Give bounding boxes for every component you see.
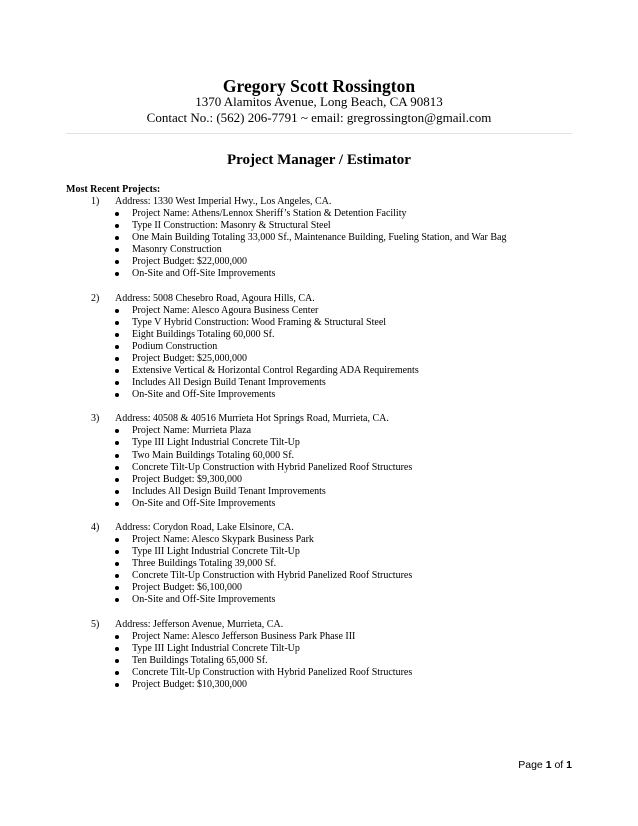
project-detail-item xyxy=(66,558,586,570)
role-title: Project Manager / Estimator xyxy=(227,152,411,168)
project-item xyxy=(66,522,586,607)
bullet-icon xyxy=(115,224,119,228)
bullet-icon xyxy=(115,538,119,542)
bullet-icon xyxy=(115,562,119,566)
project-detail-item xyxy=(66,208,586,220)
project-detail-item xyxy=(66,486,586,498)
project-detail-text: Type V Hybrid Construction: Wood Framing & Structural Steel xyxy=(132,316,387,328)
project-number: 5) xyxy=(91,618,100,630)
project-detail-item xyxy=(66,474,586,486)
bullet-icon xyxy=(115,550,119,554)
project-detail-item xyxy=(66,317,586,329)
project-address xyxy=(66,196,586,208)
bullet-icon xyxy=(115,345,119,349)
project-address xyxy=(66,413,586,425)
project-detail-text: Concrete Tilt-Up Construction with Hybrid Panelized Roof Structures xyxy=(132,461,413,473)
bullet-icon xyxy=(115,683,119,687)
bullet-icon xyxy=(115,598,119,602)
project-number: 2) xyxy=(91,292,100,304)
bullet-icon xyxy=(115,466,119,470)
project-detail-text: Project Budget: $9,300,000 xyxy=(132,473,242,485)
project-detail-item xyxy=(66,450,586,462)
project-address xyxy=(66,293,586,305)
project-detail-text: Type III Light Industrial Concrete Tilt-Up xyxy=(132,642,300,654)
page-current: 1 xyxy=(545,759,552,771)
project-detail-item xyxy=(66,329,586,341)
project-number: 1) xyxy=(91,196,100,207)
bullet-icon xyxy=(115,441,119,445)
bullet-icon xyxy=(115,212,119,216)
project-detail-item xyxy=(66,643,586,655)
bullet-icon xyxy=(115,369,119,373)
project-detail-text: Eight Buildings Totaling 60,000 Sf. xyxy=(132,328,275,340)
project-item xyxy=(66,413,586,510)
project-details-list xyxy=(66,305,586,402)
project-detail-item xyxy=(66,232,586,244)
bullet-icon xyxy=(115,260,119,264)
bullet-icon xyxy=(115,381,119,385)
project-detail-item xyxy=(66,546,586,558)
project-number: 3) xyxy=(91,413,100,425)
project-detail-item xyxy=(66,534,586,546)
project-detail-text: Project Name: Alesco Jefferson Business Park Phase III xyxy=(132,630,356,642)
project-detail-text: One Main Building Totaling 33,000 Sf., Maintenance Building, Fueling Station, and War Bag xyxy=(132,232,507,244)
bullet-icon xyxy=(115,393,119,397)
project-detail-item xyxy=(66,268,586,280)
project-address-text: Address: 1330 West Imperial Hwy., Los Angeles, CA. xyxy=(115,196,332,207)
project-address-text: Address: Jefferson Avenue, Murrieta, CA. xyxy=(115,618,284,630)
header-divider xyxy=(66,133,572,134)
project-detail-item xyxy=(66,679,586,691)
project-detail-item xyxy=(66,425,586,437)
project-details-list xyxy=(66,534,586,607)
candidate-address: 1370 Alamitos Avenue, Long Beach, CA 90813 xyxy=(195,94,443,109)
project-detail-text: Project Budget: $6,100,000 xyxy=(132,582,242,594)
project-item xyxy=(66,293,586,402)
project-detail-item xyxy=(66,570,586,582)
project-detail-item xyxy=(66,594,586,606)
bullet-icon xyxy=(115,635,119,639)
project-detail-text: Type III Light Industrial Concrete Tilt-Up xyxy=(132,437,300,449)
bullet-icon xyxy=(115,502,119,506)
project-detail-text: Type II Construction: Masonry & Structural Steel xyxy=(132,220,331,232)
project-detail-text: Project Budget: $25,000,000 xyxy=(132,352,247,364)
bullet-icon xyxy=(115,647,119,651)
bullet-icon xyxy=(115,490,119,494)
bullet-icon xyxy=(115,574,119,578)
project-detail-item xyxy=(66,389,586,401)
project-details-list xyxy=(66,631,586,691)
project-detail-text: Ten Buildings Totaling 65,000 Sf. xyxy=(132,654,268,666)
project-detail-text: Project Name: Alesco Skypark Business Park xyxy=(132,533,314,545)
bullet-icon xyxy=(115,321,119,325)
project-detail-text: Masonry Construction xyxy=(132,244,222,256)
project-address xyxy=(66,619,586,631)
bullet-icon xyxy=(115,671,119,675)
project-detail-item xyxy=(66,244,586,256)
project-detail-text: Podium Construction xyxy=(132,340,218,352)
project-detail-text: On-Site and Off-Site Improvements xyxy=(132,497,276,509)
page-label: Page xyxy=(518,759,543,771)
project-detail-item xyxy=(66,365,586,377)
page-footer xyxy=(518,759,572,772)
project-details-list xyxy=(66,208,586,281)
project-detail-text: Two Main Buildings Totaling 60,000 Sf. xyxy=(132,449,295,461)
project-address xyxy=(66,522,586,534)
project-detail-item xyxy=(66,256,586,268)
project-detail-text: Project Budget: $22,000,000 xyxy=(132,256,247,268)
project-detail-text: On-Site and Off-Site Improvements xyxy=(132,389,276,401)
project-number: 4) xyxy=(91,521,100,533)
project-address-text: Address: Corydon Road, Lake Elsinore, CA. xyxy=(115,521,294,533)
bullet-icon xyxy=(115,333,119,337)
bullet-icon xyxy=(115,272,119,276)
bullet-icon xyxy=(115,454,119,458)
project-address-text: Address: 5008 Chesebro Road, Agoura Hills, CA. xyxy=(115,292,315,304)
project-address-text: Address: 40508 & 40516 Murrieta Hot Springs Road, Murrieta, CA. xyxy=(115,413,389,425)
candidate-name: Gregory Scott Rossington xyxy=(222,76,416,96)
project-detail-text: Extensive Vertical & Horizontal Control Regarding ADA Requirements xyxy=(132,365,419,377)
bullet-icon xyxy=(115,248,119,252)
bullet-icon xyxy=(115,236,119,240)
project-detail-item xyxy=(66,377,586,389)
bullet-icon xyxy=(115,309,119,313)
project-detail-item xyxy=(66,305,586,317)
bullet-icon xyxy=(115,478,119,482)
bullet-icon xyxy=(115,586,119,590)
project-detail-text: On-Site and Off-Site Improvements xyxy=(132,268,276,280)
project-detail-text: Type III Light Industrial Concrete Tilt-Up xyxy=(132,546,300,558)
project-item xyxy=(66,196,586,281)
project-detail-text: Concrete Tilt-Up Construction with Hybrid Panelized Roof Structures xyxy=(132,570,413,582)
project-detail-item xyxy=(66,631,586,643)
page-total: 1 xyxy=(566,759,572,771)
project-detail-item xyxy=(66,341,586,353)
bullet-icon xyxy=(115,357,119,361)
project-detail-text: Project Name: Alesco Agoura Business Center xyxy=(132,304,319,316)
project-detail-text: On-Site and Off-Site Improvements xyxy=(132,594,276,606)
bullet-icon xyxy=(115,659,119,663)
project-detail-item xyxy=(66,220,586,232)
project-detail-text: Includes All Design Build Tenant Improvements xyxy=(132,485,326,497)
project-detail-item xyxy=(66,667,586,679)
section-heading: Most Recent Projects: xyxy=(66,184,161,195)
candidate-contact: Contact No.: (562) 206-7791 ~ email: gregrossington@gmail.com xyxy=(146,110,492,125)
project-detail-text: Concrete Tilt-Up Construction with Hybrid Panelized Roof Structures xyxy=(132,666,413,678)
project-detail-item xyxy=(66,437,586,449)
project-detail-text: Project Budget: $10,300,000 xyxy=(132,678,247,690)
project-details-list xyxy=(66,425,586,510)
project-item xyxy=(66,619,586,691)
project-detail-text: Three Buildings Totaling 39,000 Sf. xyxy=(132,558,277,570)
project-detail-item xyxy=(66,498,586,510)
project-detail-item xyxy=(66,582,586,594)
page-of: of xyxy=(554,759,564,771)
bullet-icon xyxy=(115,429,119,433)
project-detail-text: Project Name: Murrieta Plaza xyxy=(132,425,252,437)
project-detail-item xyxy=(66,353,586,365)
project-detail-text: Project Name: Athens/Lennox Sheriff’s Station & Detention Facility xyxy=(132,208,407,219)
project-detail-item xyxy=(66,462,586,474)
project-list xyxy=(66,196,586,703)
project-detail-text: Includes All Design Build Tenant Improvements xyxy=(132,377,326,389)
project-detail-item xyxy=(66,655,586,667)
